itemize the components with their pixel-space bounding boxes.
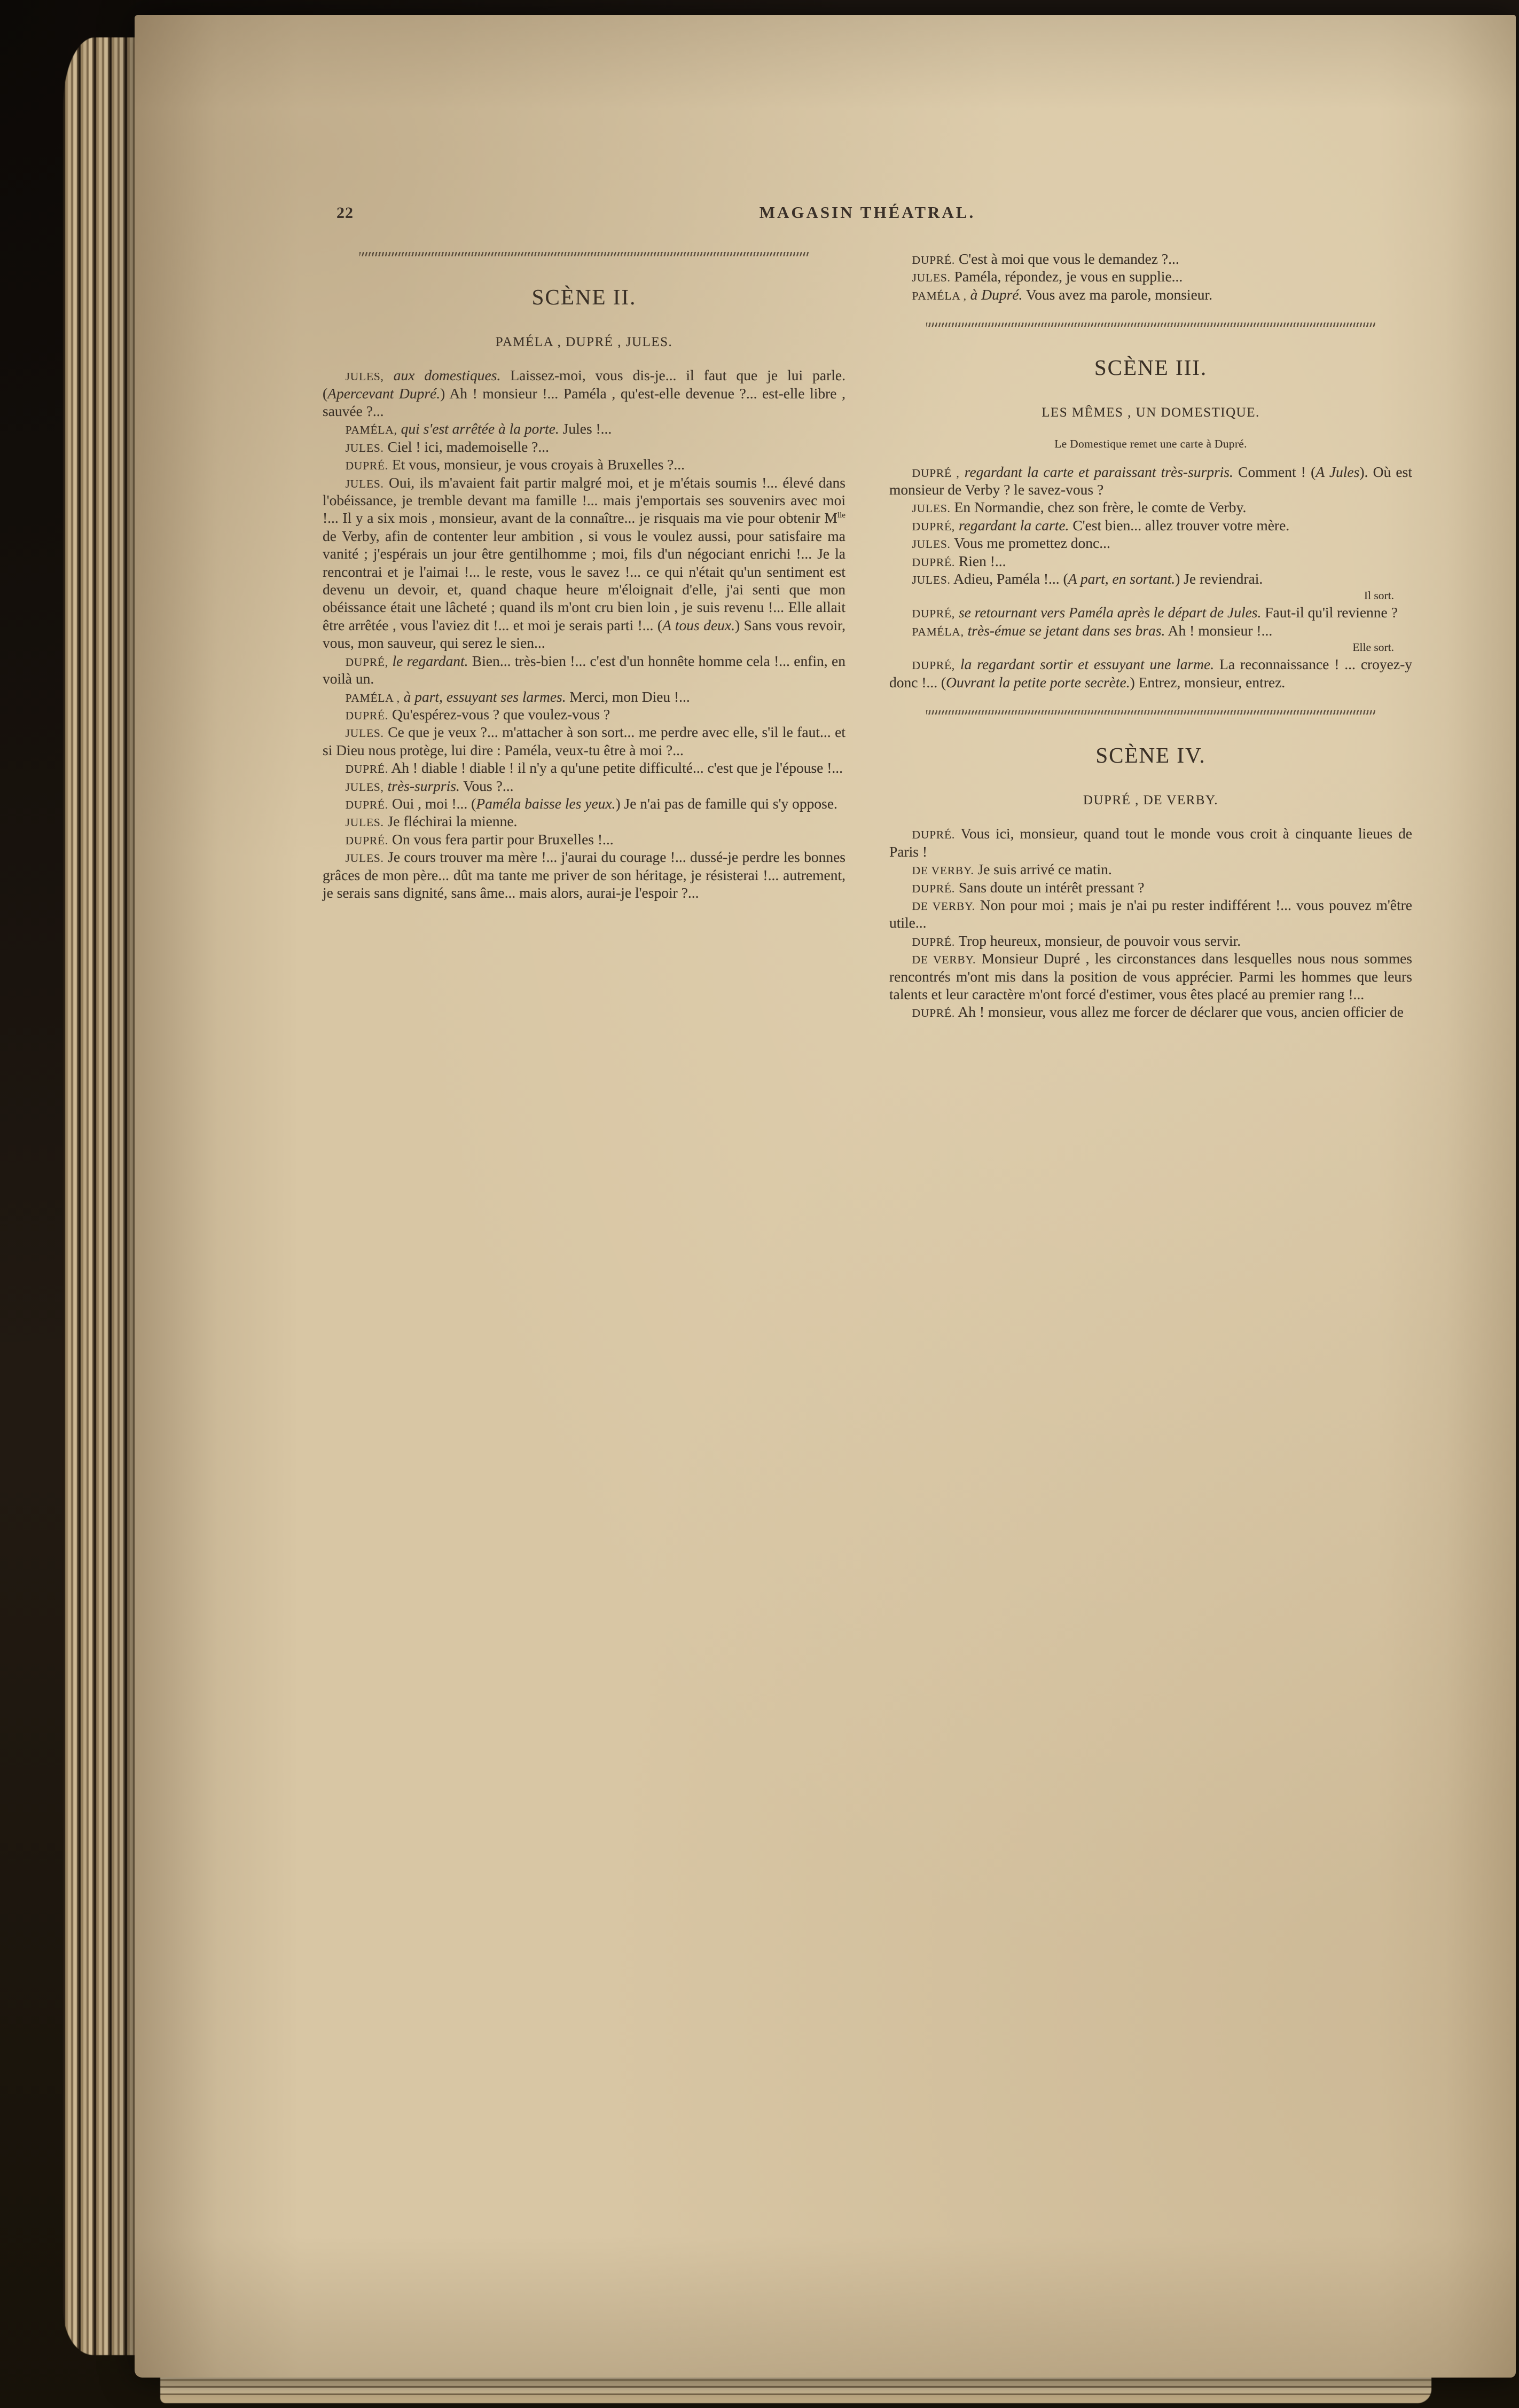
speaker-name: DUPRÉ. <box>912 935 956 948</box>
speaker-name: DE VERBY. <box>912 953 976 967</box>
speaker-name: PAMÉLA, <box>912 625 964 638</box>
stage-exit: Il sort. <box>1364 589 1394 602</box>
play-paragraph <box>889 268 1412 285</box>
dialogue-text: C'est bien... allez trouver votre mère. <box>1069 516 1290 534</box>
speaker-name: DUPRÉ. <box>912 828 956 842</box>
speaker-name: DUPRÉ. <box>345 798 389 811</box>
play-paragraph <box>889 463 1412 499</box>
page-content <box>135 15 1516 1021</box>
dialogue-text: ) Je reviendrai. <box>1175 570 1263 587</box>
speaker-name: JULES. <box>345 816 384 829</box>
play-paragraph <box>323 795 845 812</box>
speaker-name: DE VERBY. <box>912 864 974 877</box>
dialogue-text: Je suis arrivé ce matin. <box>974 861 1112 878</box>
book-binding-page-edges <box>63 37 143 2355</box>
stage-direction: Paméla baisse les yeux. <box>476 795 616 812</box>
journal-title: MAGASIN THÉATRAL. <box>759 203 976 222</box>
dialogue-text: Vous ici, monsieur, quand tout le monde vous croit à cinquante lieues de Paris ! <box>889 825 1412 860</box>
play-paragraph <box>889 603 1412 621</box>
dialogue-text: Ah ! monsieur, vous allez me forcer de déclarer que vous, ancien officier de <box>955 1003 1404 1021</box>
dialogue-text: Qu'espérez-vous ? que voulez-vous ? <box>388 705 610 723</box>
stage-direction: le regardant. <box>388 652 468 669</box>
dialogue-text: Oui, ils m'avaient fait partir malgré moi, et je m'étais soumis !... élevé dans l'obéissance, je tremble devant ma famille !... mais j'emportais ses souvenirs avec moi !... Il y a six mois , monsieur, avant de la connaître... je risquais ma vie pour obtenir M <box>323 474 845 527</box>
play-paragraph <box>889 516 1412 534</box>
dialogue-text: Non pour moi ; mais je n'ai pu rester indifférent !... vous pouvez m'être utile... <box>889 897 1412 931</box>
dialogue-text: Vous avez ma parole, monsieur. <box>1022 286 1213 303</box>
dialogue-text: La reconnaissance ! ... croyez-y donc !... ( <box>889 656 1413 691</box>
scene-heading: SCÈNE IV. <box>1095 743 1206 768</box>
stage-direction: Apercevant Dupré. <box>327 385 441 402</box>
play-paragraph <box>323 438 845 456</box>
dialogue-text: Vous me promettez donc... <box>950 535 1110 552</box>
speaker-name: DUPRÉ, <box>345 655 389 669</box>
speaker-name: DUPRÉ. <box>345 709 389 722</box>
dialogue-text: Paméla, répondez, je vous en supplie... <box>950 268 1183 285</box>
speaker-name: DUPRÉ. <box>912 555 956 569</box>
stage-direction: regardant la carte. <box>955 516 1069 534</box>
stage-direction: à part, essuyant ses larmes. <box>400 688 566 705</box>
play-paragraph <box>889 534 1412 552</box>
dialogue-text: Adieu, Paméla !... ( <box>950 570 1068 587</box>
play-paragraph <box>323 366 845 420</box>
scene-heading: SCÈNE II. <box>531 285 637 309</box>
stage-direction: à Dupré. <box>966 286 1023 303</box>
speaker-name: PAMÉLA , <box>345 691 400 704</box>
dialogue-text: Ah ! diable ! diable ! il n'y a qu'une petite difficulté... c'est que je l'épouse !... <box>388 759 843 776</box>
stage-direction: A tous deux. <box>662 616 735 633</box>
play-paragraph <box>889 250 1412 268</box>
play-paragraph <box>323 812 845 830</box>
stage-direction: Ouvrant la petite porte secrète. <box>946 673 1130 691</box>
speaker-name: DUPRÉ, <box>912 659 956 672</box>
speaker-name: DUPRÉ. <box>912 254 956 266</box>
dialogue-text: On vous fera partir pour Bruxelles !... <box>388 830 614 848</box>
cast-list: LES MÊMES , UN DOMESTIQUE. <box>1042 405 1260 420</box>
play-paragraph <box>889 655 1412 691</box>
column-right <box>889 250 1412 1021</box>
speaker-name: JULES. <box>912 271 951 285</box>
stage-direction: très-surpris. <box>383 777 460 794</box>
speaker-name: JULES, <box>345 780 384 794</box>
dialogue-text: ) Je n'ai pas de famille qui s'y oppose. <box>615 795 837 812</box>
cast-list: PAMÉLA , DUPRÉ , JULES. <box>495 334 673 349</box>
dialogue-text: ) Entrez, monsieur, entrez. <box>1130 673 1286 691</box>
dialogue-text: ). Où est monsieur de Verby ? le savez-vous ? <box>889 463 1412 498</box>
dialogue-text: Vous ?... <box>459 777 514 794</box>
play-paragraph <box>889 896 1412 932</box>
play-paragraph <box>889 860 1412 878</box>
dialogue-text: de Verby, afin de contenter leur ambition , si vous le voulez aussi, pour satisfaire ma vanité ; j'espérais un jour être gentilhomme ; moi, fils d'un négociant enrichi !... Je la rencontrai et je l'aimai !... le reste, vous le savez !... ce qui n'était qu'un sentiment est devenu un devoir, et, quand chaque heure m'éloignait d'elle, j'ai senti que mon obéissance était une lâcheté ; quand ils m'ont cru bien loin , je suis revenu !... Elle allait être arrêtée , vous l'aviez dit !... et moi je serais parti !... ( <box>323 527 845 633</box>
dialogue-text: En Normandie, chez son frère, le comte de Verby. <box>950 499 1247 516</box>
stage-direction: très-émue se jetant dans ses bras. <box>964 622 1165 639</box>
play-paragraph <box>889 950 1412 1003</box>
stage-direction: A part, en sortant. <box>1068 570 1176 587</box>
speaker-name: DUPRÉ , <box>912 466 960 480</box>
play-paragraph <box>323 723 845 759</box>
dialogue-text: Oui , moi !... ( <box>388 795 476 812</box>
play-paragraph <box>889 879 1412 896</box>
play-paragraph <box>889 932 1412 950</box>
play-paragraph <box>889 498 1412 516</box>
dialogue-text: Comment ! ( <box>1233 463 1316 480</box>
dialogue-text: C'est à moi que vous le demandez ?... <box>955 250 1179 267</box>
play-paragraph <box>889 1003 1412 1021</box>
stage-direction: la regardant sortir et essuyant une larme. <box>955 656 1215 673</box>
speaker-name: DUPRÉ. <box>912 1007 956 1020</box>
dialogue-text: Ah ! monsieur !... <box>1165 622 1273 639</box>
speaker-name: DUPRÉ. <box>912 882 956 895</box>
divider-squiggle <box>926 710 1376 715</box>
bottom-page-edges <box>160 2374 1431 2403</box>
stage-direction: se retournant vers Paméla après le départ de Jules. <box>955 604 1262 621</box>
dialogue-text: Bien... très-bien !... c'est d'un honnête homme cela !... enfin, en voilà un. <box>323 652 845 687</box>
stage-note: Le Domestique remet une carte à Dupré. <box>1054 437 1247 451</box>
speaker-name: DUPRÉ. <box>345 763 389 776</box>
speaker-name: JULES. <box>912 538 951 551</box>
speaker-name: DE VERBY. <box>912 900 975 913</box>
book-page <box>135 15 1516 2378</box>
play-paragraph <box>323 456 845 473</box>
dialogue-text: Jules !... <box>559 420 612 437</box>
speaker-name: JULES. <box>345 727 384 740</box>
play-paragraph <box>323 830 845 848</box>
stage-direction: regardant la carte et paraissant très-surpris. <box>959 463 1233 480</box>
play-paragraph <box>323 688 845 705</box>
speaker-name: JULES. <box>912 573 951 586</box>
play-paragraph <box>323 705 845 723</box>
play-paragraph <box>323 759 845 776</box>
play-paragraph <box>889 570 1412 587</box>
dialogue-text: ) Ah ! monsieur !... Paméla , qu'est-elle devenue ?... est-elle libre , sauvée ?... <box>323 385 845 419</box>
dialogue-text: Et vous, monsieur, je vous croyais à Bruxelles ?... <box>388 456 685 473</box>
stage-direction: A Jules <box>1316 463 1360 480</box>
dialogue-text: Monsieur Dupré , les circonstances dans lesquelles nous nous sommes rencontrés m'ont mis dans la position de vous apprécier. Parmi les hommes que leurs talents et leur caractère m'ont forcé d'estimer, vous êtes placé au premier rang !... <box>889 950 1413 1003</box>
dialogue-text: Ciel ! ici, mademoiselle ?... <box>383 438 550 455</box>
speaker-name: PAMÉLA , <box>912 289 967 302</box>
dialogue-text: Je cours trouver ma mère !... j'aurai du courage !... dussé-je perdre les bonnes grâces de mon père... dût ma tante me priver de son héritage, je résisterai !... autrement, je serais sans dignité, sans âme... mais alors, aurai-je l'espoir ?... <box>323 849 845 901</box>
superscript-text: lle <box>837 511 845 520</box>
scene-heading: SCÈNE III. <box>1094 355 1208 380</box>
play-paragraph <box>889 552 1412 570</box>
stage-direction: qui s'est arrêtée à la porte. <box>397 420 559 437</box>
speaker-name: DUPRÉ, <box>912 520 956 533</box>
speaker-name: JULES. <box>912 502 951 515</box>
speaker-name: JULES. <box>345 477 384 490</box>
dialogue-text: Trop heureux, monsieur, de pouvoir vous servir. <box>955 932 1241 949</box>
speaker-name: DUPRÉ. <box>345 459 389 473</box>
dialogue-text: Merci, mon Dieu !... <box>566 688 690 705</box>
stage-direction: aux domestiques. <box>383 367 501 384</box>
dialogue-text: Sans doute un intérêt pressant ? <box>955 879 1145 896</box>
play-paragraph <box>323 420 845 437</box>
column-left <box>323 250 845 1021</box>
play-paragraph <box>323 652 845 688</box>
dialogue-text: Laissez-moi, vous dis-je... il faut que je lui parle. ( <box>323 367 845 402</box>
dialogue-text: Faut-il qu'il revienne ? <box>1261 604 1398 621</box>
page-header <box>323 203 1412 226</box>
speaker-name: DUPRÉ, <box>912 607 956 621</box>
speaker-name: DUPRÉ. <box>345 834 389 847</box>
dialogue-text: Je fléchirai la mienne. <box>383 813 518 830</box>
speaker-name: PAMÉLA, <box>345 423 397 437</box>
divider-squiggle <box>359 252 809 256</box>
speaker-name: JULES. <box>345 852 384 865</box>
page-number: 22 <box>336 204 354 222</box>
dialogue-text: Rien !... <box>955 552 1006 569</box>
text-columns <box>323 250 1412 1021</box>
play-paragraph <box>889 825 1412 860</box>
divider-squiggle <box>926 323 1376 327</box>
speaker-name: JULES, <box>345 370 384 383</box>
speaker-name: JULES. <box>345 441 384 454</box>
dialogue-text: Ce que je veux ?... m'attacher à son sort... me perdre avec elle, s'il le faut... et si Dieu nous protège, lui dire : Paméla, veux-tu être à moi ?... <box>323 724 845 758</box>
play-paragraph <box>323 777 845 795</box>
play-paragraph <box>323 474 845 652</box>
play-paragraph <box>323 848 845 901</box>
play-paragraph <box>889 286 1412 303</box>
cast-list: DUPRÉ , DE VERBY. <box>1083 793 1219 808</box>
stage-exit: Elle sort. <box>1352 641 1394 654</box>
dialogue-text: ) Sans vous revoir, vous, mon sauveur, qui serez le sien... <box>323 616 845 652</box>
play-paragraph <box>889 622 1412 639</box>
